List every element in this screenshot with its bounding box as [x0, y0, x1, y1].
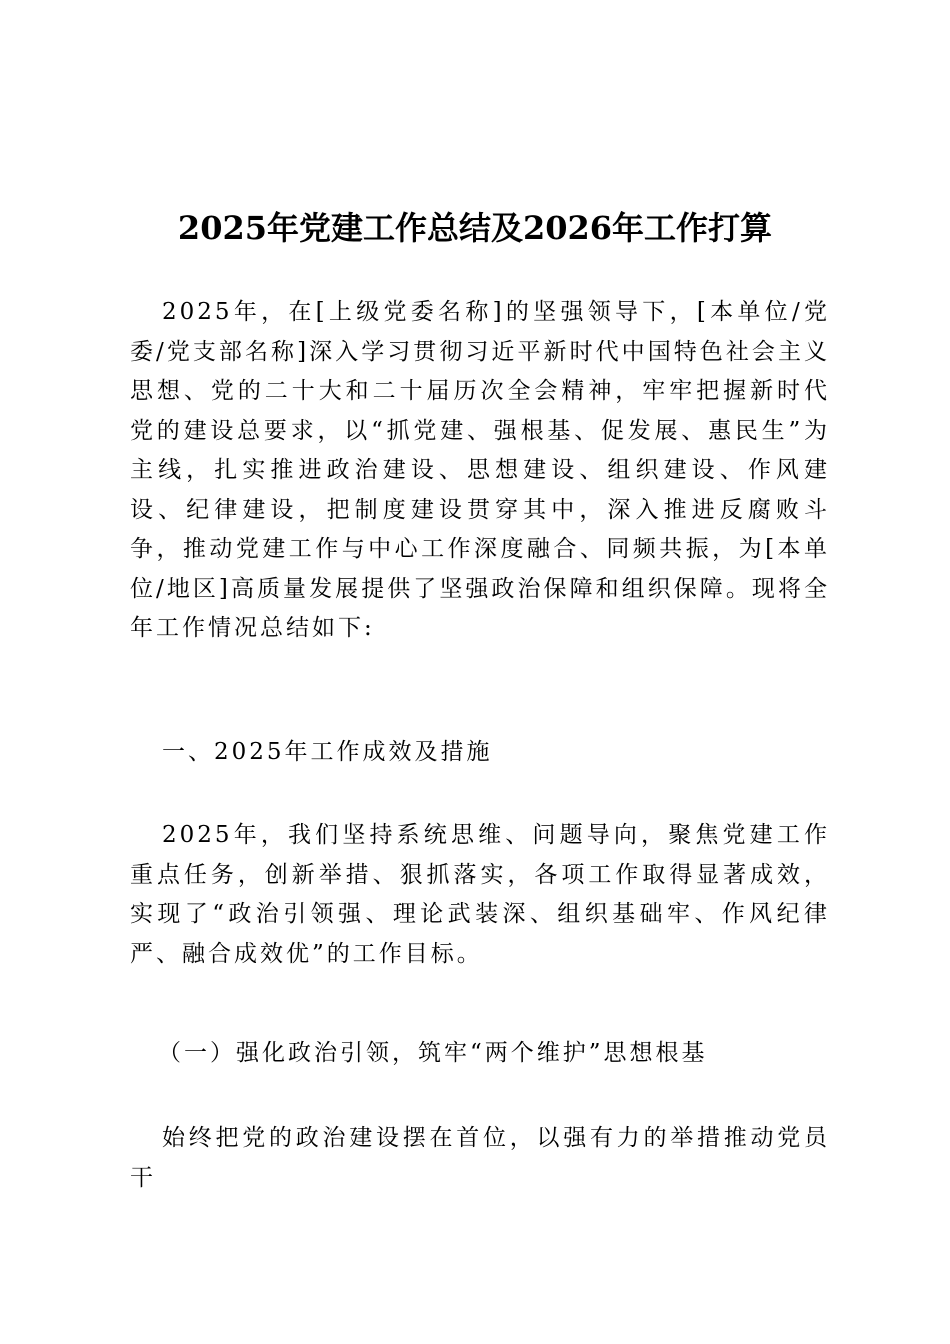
subsection-one-heading: （一）强化政治引领，筑牢“两个维护”思想根基 [158, 1040, 708, 1066]
intro-paragraph: 2025年，在[上级党委名称]的坚强领导下，[本单位/党委/党支部名称]深入学习贯彻习近平新时代中国特色社会主义思想、党的二十大和二十届历次全会精神，牢牢把握新时代党的建设总要求，以“抓党建、强根基、促发展、惠民生”为主线，扎实推进政治建设、思想建设、组织建设、作风建设、纪律建设，把制度建设贯穿其中，深入推进反腐败斗争，推动党建工作与中心工作深度融合、同频共振，为[本单位/地区]高质量发展提供了坚强政治保障和组织保障。现将全年工作情况总结如下: [130, 299, 830, 641]
subsection-one-paragraph: 始终把党的政治建设摆在首位，以强有力的举措推动党员干 [130, 1125, 830, 1191]
section-one-heading: 一、2025年工作成效及措施 [162, 739, 493, 765]
document-title: 2025年党建工作总结及2026年工作打算 [177, 209, 773, 247]
section-one-paragraph: 2025年，我们坚持系统思维、问题导向，聚焦党建工作重点任务，创新举措、狠抓落实，各项工作取得显著成效，实现了“政治引领强、理论武装深、组织基础牢、作风纪律严、融合成效优”的工作目标。 [130, 822, 830, 967]
